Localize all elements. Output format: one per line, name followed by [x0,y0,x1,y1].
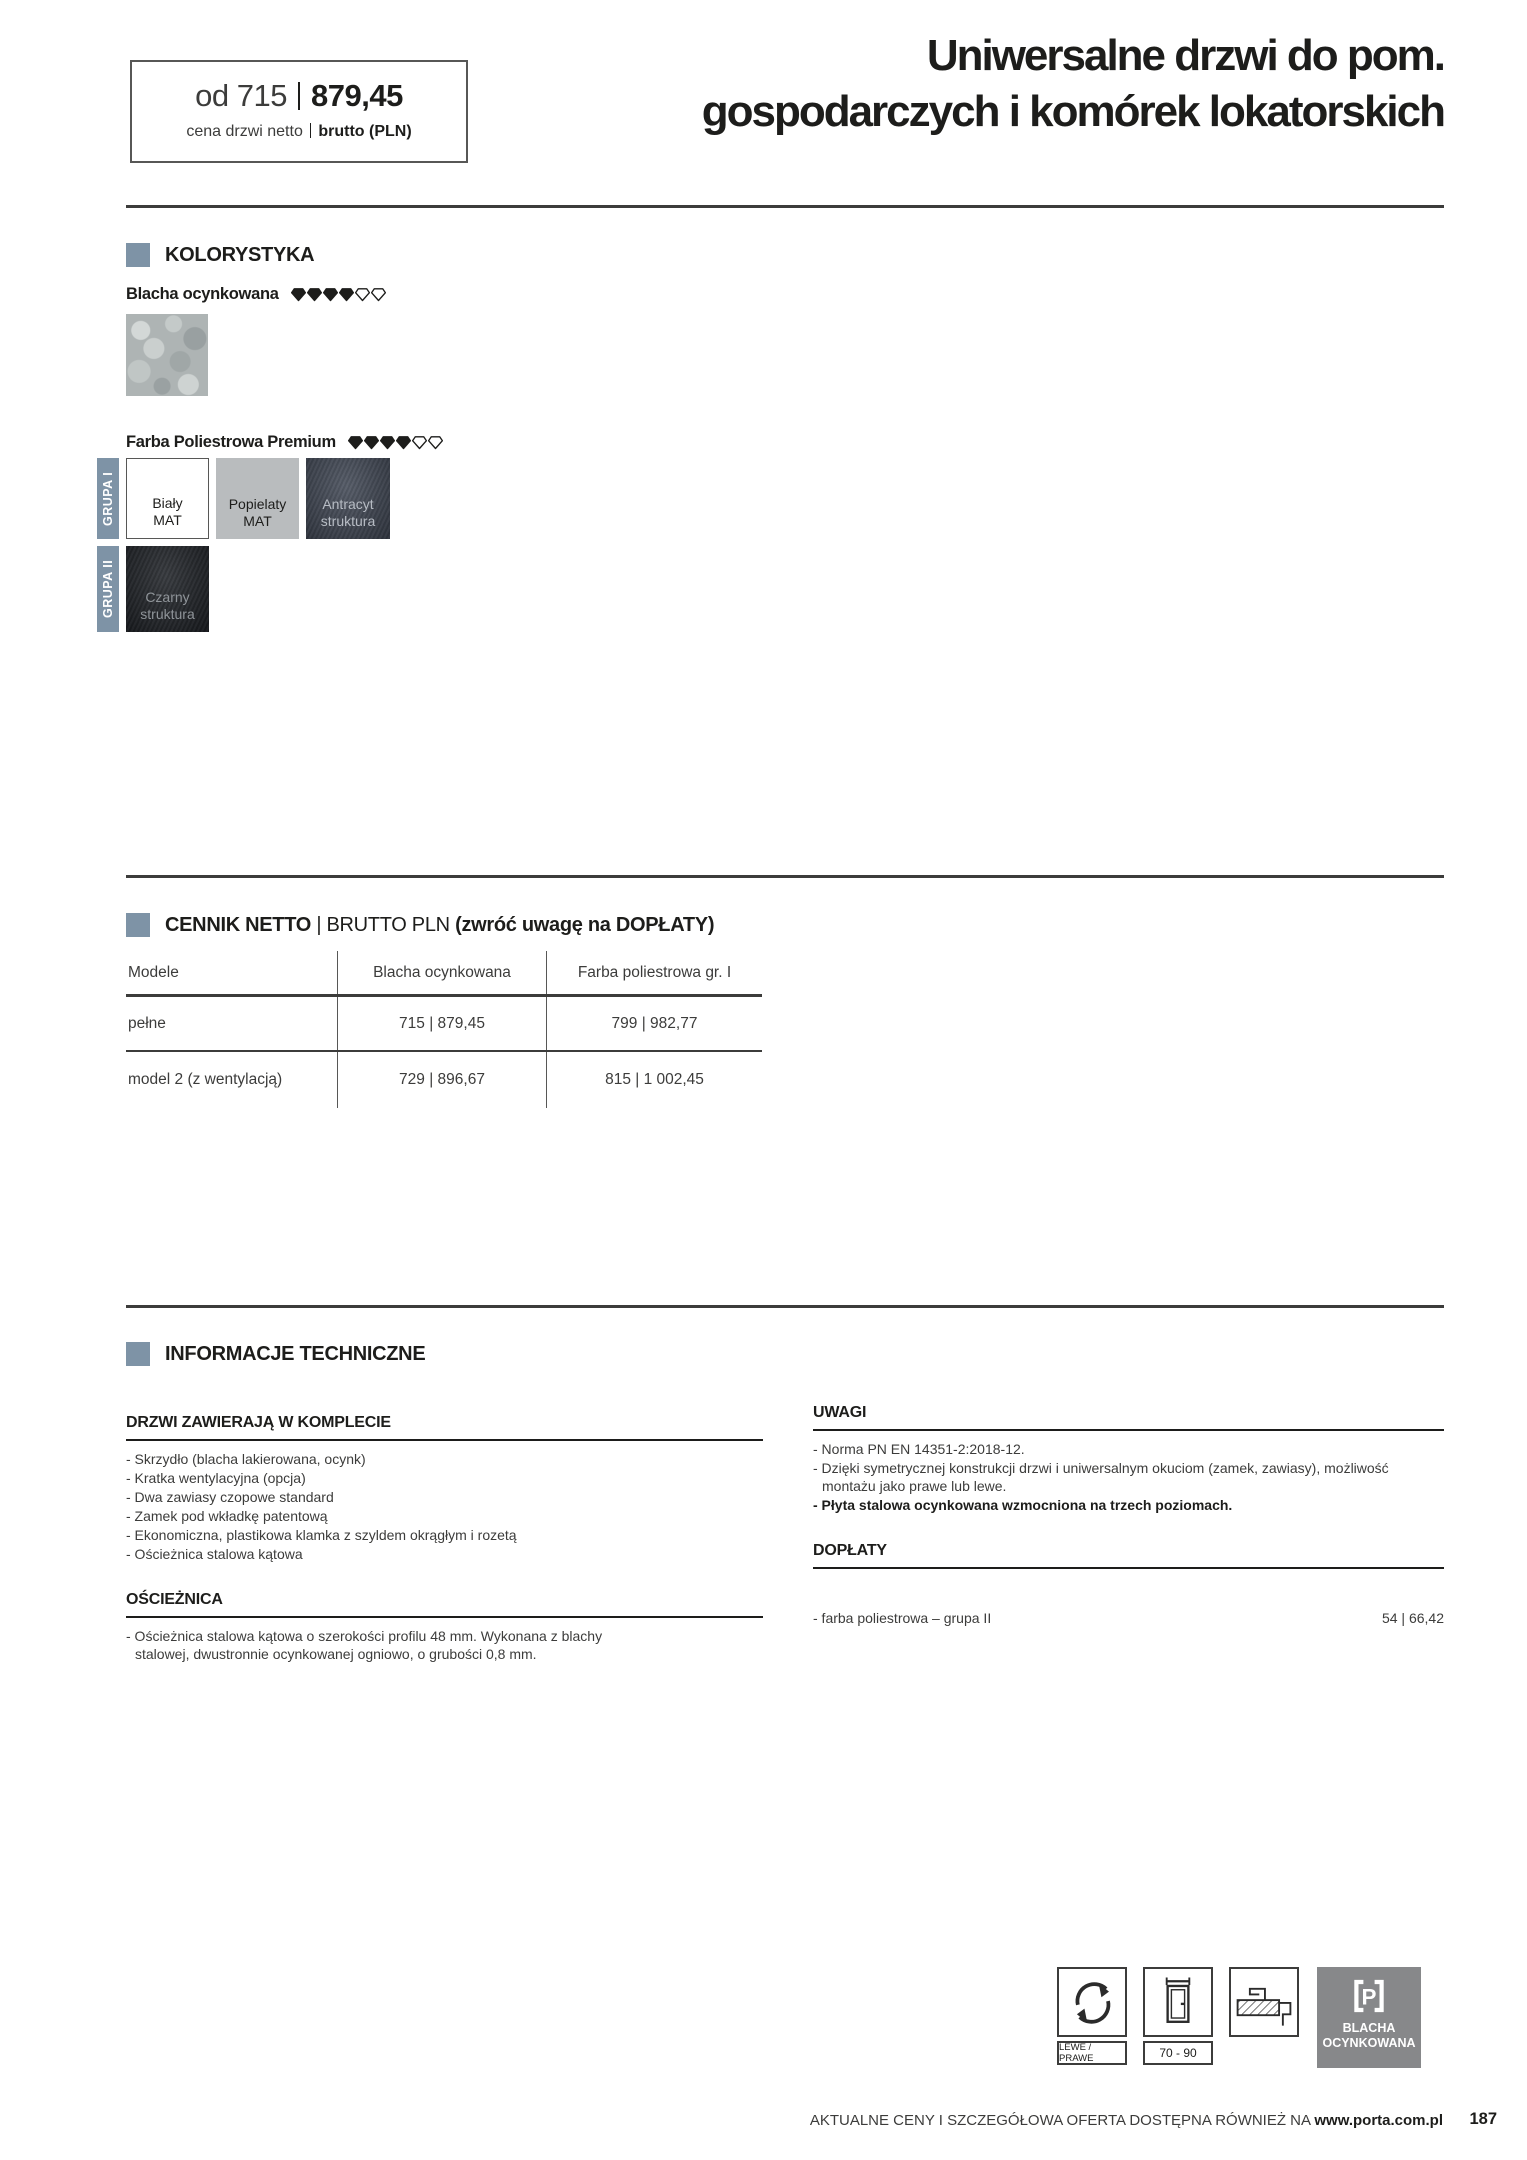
page-title [344,28,1444,140]
group-2-bar [97,546,119,632]
block-komplet [126,1414,763,1563]
komplet-list [126,1450,763,1563]
tech-column-left [126,1414,763,1691]
section-bullet-icon [126,1342,150,1366]
cennik-heading-normal: BRUTTO PLN [326,913,450,936]
section-cennik-heading [126,913,714,937]
door-width-icon [1143,1967,1213,2037]
table-row [126,997,762,1052]
col-header-modele: Modele [128,963,179,981]
group-1-label: GRUPA I [101,471,115,526]
col-header-blacha: Blacha ocynkowana [337,951,546,994]
wall-mounting-icon [1229,1967,1299,2037]
swatch-bialy-mat [126,458,209,539]
swatch-czarny-struktura [126,546,209,632]
footer-url[interactable]: www.porta.com.pl [1314,2112,1443,2129]
divider-top [126,205,1444,208]
list-item: - Dzięki symetrycznej konstrukcji drzwi i uniwersalnym okuciom (zamek, zawiasy), możliwość montażu jako prawe lub lewe. [813,1460,1389,1494]
page-title-line1: Uniwersalne drzwi do pom. [926,31,1444,80]
list-item: - Kratka wentylacyjna (opcja) [126,1470,306,1486]
finish-label: Farba Poliestrowa Premium [126,433,336,451]
price-netto: od 715 [195,78,287,113]
price-caption-regular: cena drzwi netto [186,123,303,140]
tech-column-right [813,1404,1444,1655]
badge-text [1322,2021,1415,2051]
cell-price-farba: 799 | 982,77 [546,997,762,1050]
blacha-ocynkowana-badge [1317,1967,1421,2068]
cell-model: pełne [128,1014,166,1032]
list-item: - Norma PN EN 14351-2:2018-12. [813,1441,1025,1457]
list-item: - Zamek pod wkładkę patentową [126,1508,328,1524]
section-label [165,914,714,937]
surcharge-row [813,1609,1444,1627]
price-table [126,951,762,1108]
list-item: - Ościeżnica stalowa kątowa [126,1546,303,1562]
page-number: 187 [1469,2110,1497,2128]
list-item: - Skrzydło (blacha lakierowana, ocynk) [126,1451,366,1467]
list-item: - Płyta stalowa ocynkowana wzmocniona na trzech poziomach. [813,1497,1233,1513]
finish-farba [126,433,443,452]
reversible-label [1057,2041,1127,2065]
reversible-door-icon [1057,1967,1127,2037]
badge-line1: BLACHA [1342,2021,1396,2035]
section-informacje-heading [126,1342,425,1366]
finish-label: Blacha ocynkowana [126,285,279,303]
uwagi-list [813,1440,1444,1514]
table-row [126,1052,762,1108]
section-label: INFORMACJE TECHNICZNE [165,1342,426,1365]
block-title: UWAGI [813,1404,1444,1431]
swatch-label: Biały [152,495,183,511]
surcharge-price: 54 | 66,42 [1381,1610,1444,1626]
rating-diamonds-icon [348,435,443,450]
swatch-label: Czarny [145,589,190,605]
section-bullet-icon [126,243,150,267]
block-title: DRZWI ZAWIERAJĄ W KOMPLECIE [126,1414,763,1441]
cennik-heading-sep: | [316,913,322,936]
table-header-row [126,951,762,997]
surcharge-label: - farba poliestrowa – grupa II [813,1610,992,1626]
cell-model: model 2 (z wentylacją) [128,1071,283,1088]
swatch-label: struktura [320,513,376,529]
footer [810,2112,1443,2129]
door-width-label-text: 70 - 90 [1159,2046,1197,2060]
block-oscieznica [126,1591,763,1663]
cell-price-blacha: 729 | 896,67 [337,1052,546,1108]
page-title-line2: gospodarczych i komórek lokatorskich [701,87,1444,136]
swatch-popielaty-mat [216,458,299,539]
cell-price-blacha: 715 | 879,45 [337,997,546,1050]
list-item: - Dwa zawiasy czopowe standard [126,1489,334,1505]
swatch-label: Antracyt [322,496,374,512]
cell-price-farba: 815 | 1 002,45 [546,1052,762,1108]
price-caption-bold: brutto (PLN) [318,123,412,140]
block-doplaty [813,1542,1444,1627]
col-header-farba: Farba poliestrowa gr. I [546,951,762,994]
galvanized-sheet-swatch [126,314,208,396]
section-label: KOLORYSTYKA [165,243,315,266]
cennik-heading-bold2: (zwróć uwagę na DOPŁATY) [455,913,715,936]
caption-separator [310,123,312,138]
divider-middle [126,875,1444,878]
block-title: DOPŁATY [813,1542,1444,1569]
block-title: OŚCIEŻNICA [126,1591,763,1618]
swatch-label: MAT [243,513,272,529]
badge-line2: OCYNKOWANA [1322,2036,1416,2050]
swatch-label: MAT [153,512,182,528]
oscieznica-text: - Ościeżnica stalowa kątowa o szerokości profilu 48 mm. Wykonana z blachy stalowej, dwustronnie ocynkowanej ogniowo, o grubości 0,8 mm. [126,1628,603,1662]
swatch-label: Popielaty [228,496,287,512]
cennik-heading-bold: CENNIK NETTO [165,913,312,936]
list-item: - Ekonomiczna, plastikowa klamka z szyldem okrągłym i rozetą [126,1527,517,1543]
section-kolorystyka-heading [126,243,314,267]
door-width-label [1143,2041,1213,2065]
reversible-label-text: LEWE / PRAWE [1059,2042,1094,2064]
svg-text:P: P [1361,1984,1377,2010]
swatch-antracyt-struktura [306,458,390,539]
group-1-bar [97,458,119,539]
section-bullet-icon [126,913,150,937]
swatch-label: struktura [140,606,195,622]
price-brutto: 879,45 [311,78,403,113]
group-2-label: GRUPA II [101,559,115,619]
divider-bottom [126,1305,1444,1308]
footer-text: AKTUALNE CENY I SZCZEGÓŁOWA OFERTA DOSTĘPNA RÓWNIEŻ NA [809,2112,1311,2129]
finish-blacha [126,285,386,304]
porta-logo-icon [1348,1975,1390,2017]
block-uwagi [813,1404,1444,1514]
rating-diamonds-icon [291,287,386,302]
price-separator [298,82,300,110]
